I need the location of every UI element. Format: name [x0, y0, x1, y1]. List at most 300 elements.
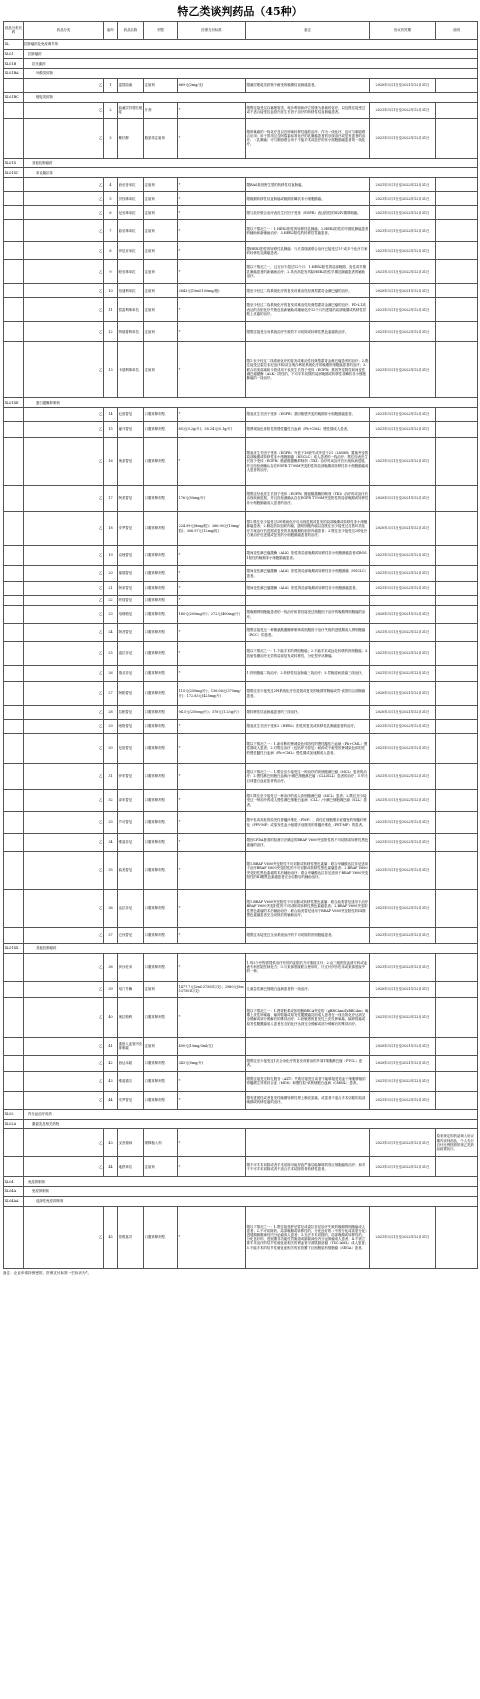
cell-no: 20: [104, 566, 118, 582]
cell-note: 限中危或高危的原发性骨髓纤维化（PMF）、真性红细胞增多症继发的骨髓纤维化（PPV-MF）或原发性血小板增多症继发的骨髓纤维化（PET-MF）的患者。: [246, 812, 370, 834]
cell-class: 乙: [24, 682, 104, 706]
table-row: [4, 422, 478, 438]
cell-price: *: [178, 438, 246, 486]
cell-form: 口服常释剂型: [144, 566, 178, 582]
cell-code: [4, 206, 24, 220]
cell-desc: [436, 78, 478, 92]
cell-price: *: [178, 192, 246, 206]
cell-note: 限以下情况之一：1.新诊断的费城染色体阳性的慢性髓性白血病（Ph+CML）慢性期成人患者；2.对既往治疗（包括伊马替尼）耐药或不耐受的费城染色体阳性的慢性髓性白血病（Ph+CML）慢性期或加速期成人患者。: [246, 734, 370, 764]
cell-price: *: [178, 642, 246, 666]
header-note: 备注: [246, 22, 370, 40]
cell-desc: [436, 102, 478, 118]
cell-code: [4, 834, 24, 852]
cell-class: 乙: [24, 582, 104, 596]
cell-code: [4, 512, 24, 546]
cell-term: 2021年3月1日至2022年12月31日: [370, 178, 436, 192]
cell-desc: [436, 997, 478, 1037]
cell-code: [4, 260, 24, 284]
table-row: [4, 342, 478, 398]
cell-name: 帕妥珠单抗: [118, 260, 144, 284]
cell-note: 限既往至少接受过2种系统化疗后进展或复发的晚期胃腺癌或胃-食管结合部腺癌患者。: [246, 682, 370, 706]
table-row: [4, 1206, 478, 1268]
cell-note: 限有进展性或者复发性晚期转移性肾上腺皮质癌、或患者不适合手术切除的局部晚期或转移性癌的治疗。: [246, 1091, 370, 1109]
category-row: [4, 49, 478, 59]
category-row: [4, 1119, 478, 1129]
cell-term: 2021年3月1日至2022年12月31日: [370, 546, 436, 566]
cell-no: 2: [104, 102, 118, 118]
cell-note: 限以下情况之一：1.携带胚系或体细胞BRCA突变的（gBRCAm或sBRCAm）晚期上皮性卵巢癌、输卵管癌或原发性腹膜癌初治成人患者在一线含铂化疗达到完全缓解或部分缓解后的维持治疗；2.铂敏感的复发性上皮性卵巢癌、输卵管癌或原发性腹膜癌成人患者在含铂化疗达到完全缓解或部分缓解后的维持治疗。: [246, 997, 370, 1037]
cell-note: 儿童急性淋巴细胞白血病患者的一线治疗。: [246, 981, 370, 997]
cell-code: [4, 178, 24, 192]
page-title: 特乙类谈判药品（45种）: [177, 5, 303, 18]
cell-class: 乙: [24, 1157, 104, 1177]
cell-code: [4, 852, 24, 890]
table-row: [4, 1037, 478, 1055]
cell-form: 口服常释剂型: [144, 764, 178, 790]
cell-class: 乙: [24, 624, 104, 642]
cell-no: 7: [104, 220, 118, 242]
cell-name: 信迪利单抗: [118, 284, 144, 298]
cell-class: 其他抗肿瘤药: [24, 158, 478, 168]
cell-class: 乙: [24, 566, 104, 582]
cell-form: 口服常释剂型: [144, 852, 178, 890]
cell-term: 2021年3月1日至2022年12月31日: [370, 666, 436, 682]
table-row: [4, 624, 478, 642]
table-row: [4, 1055, 478, 1071]
cell-class: 乙: [24, 1206, 104, 1268]
cell-name: 维莫非尼: [118, 834, 144, 852]
cell-class: 乙: [24, 928, 104, 944]
cell-desc: [436, 206, 478, 220]
cell-desc: [436, 284, 478, 298]
cell-form: 口服常释剂型: [144, 596, 178, 606]
cell-code: [4, 624, 24, 642]
cell-name: 仑伐替尼: [118, 928, 144, 944]
cell-name: 塞瑞替尼: [118, 566, 144, 582]
cell-no: 36: [104, 890, 118, 928]
table-row: [4, 666, 478, 682]
cell-form: 注射剂: [144, 981, 178, 997]
table-row: [4, 706, 478, 720]
cell-code: [4, 1055, 24, 1071]
cell-form: 口服常释剂型: [144, 486, 178, 512]
cell-class: 乙: [24, 438, 104, 486]
cell-no: 8: [104, 242, 118, 260]
table-row: [4, 1091, 478, 1109]
cell-desc: [436, 953, 478, 981]
cell-class: 乙: [24, 118, 104, 158]
cell-code: [4, 486, 24, 512]
cell-name: 贝伐珠单抗: [118, 192, 144, 206]
cell-price: 176元(55mg/片): [178, 486, 246, 512]
cell-class: 乙: [24, 260, 104, 284]
cell-no: 4: [104, 178, 118, 192]
cell-term: 2021年3月1日至2022年12月31日: [370, 1071, 436, 1091]
cell-no: 39: [104, 981, 118, 997]
header-term: 协议有效期: [370, 22, 436, 40]
cell-price: 224.99元(8mg/粒)；266.90元(10mg/粒)；306.97元(12mg/粒): [178, 512, 246, 546]
cell-code: [4, 408, 24, 422]
cell-term: 2021年3月1日至2022年12月31日: [370, 790, 436, 812]
cell-term: 2021年3月1日至2022年12月31日: [370, 342, 436, 398]
table-row: [4, 178, 478, 192]
cell-term: 2020年3月1日至2021年12月31日: [370, 512, 436, 546]
cell-desc: [436, 890, 478, 928]
table-row: [4, 192, 478, 206]
cell-form: 口服常释剂型: [144, 953, 178, 981]
cell-price: *: [178, 1157, 246, 1177]
cell-no: 23: [104, 606, 118, 624]
cell-price: *: [178, 342, 246, 398]
cell-code: [4, 78, 24, 92]
cell-code: XL01XC: [4, 168, 24, 178]
cell-form: 口服常释剂型: [144, 1055, 178, 1071]
cell-price: *: [178, 790, 246, 812]
cell-class: 乙: [24, 981, 104, 997]
category-row: [4, 1177, 478, 1187]
cell-term: 2021年3月1日至2022年12月31日: [370, 422, 436, 438]
cell-note: 限转移性结直肠癌患者的三线治疗。: [246, 706, 370, 720]
cell-desc: [436, 298, 478, 322]
cell-note: 限晚期转移性结直肠癌或晚期非鳞状非小细胞肺癌。: [246, 192, 370, 206]
cell-no: 19: [104, 546, 118, 566]
cell-class: 乙: [24, 666, 104, 682]
table-row: [4, 1157, 478, 1177]
table-row: [4, 852, 478, 890]
cell-term: 2020年3月1日至2021年12月31日: [370, 1055, 436, 1071]
cell-no: 44: [104, 1157, 118, 1177]
cell-desc: [436, 546, 478, 566]
cell-code: [4, 606, 24, 624]
cell-note: 限间变性淋巴瘤激酶（ALK）阳性的局部晚期或转移性非小细胞肺癌患者或ROS1阳性的晚期非小细胞肺癌患者。: [246, 546, 370, 566]
cell-price: *: [178, 997, 246, 1037]
cell-note: 限RAS基因野生型的转移性结直肠癌。: [246, 178, 370, 192]
cell-class: 乙: [24, 102, 104, 118]
cell-no: 1: [104, 78, 118, 92]
cell-term: 2020年3月1日至2021年12月31日: [370, 78, 436, 92]
cell-note: 限费城染色体阳性的慢性髓性白血病（Ph+CML）慢性期成人患者。: [246, 422, 370, 438]
cell-name: 替雷利珠单抗: [118, 298, 144, 322]
table-row: [4, 997, 478, 1037]
table-row: [4, 890, 478, 928]
cell-code: XL: [4, 39, 24, 49]
cell-form: 脂质体注射剂: [144, 118, 178, 158]
cell-price: 115元(250mg/片)；136.06元(375mg/片)；172.83元(425mg/片): [178, 682, 246, 706]
cell-desc: [436, 322, 478, 342]
cell-class: 乙: [24, 78, 104, 92]
cell-name: 尼妥珠单抗: [118, 206, 144, 220]
cell-term: 2021年3月1日至2022年12月31日: [370, 438, 436, 486]
cell-no: 24: [104, 624, 118, 642]
cell-term: 2021年3月1日至2022年12月31日: [370, 118, 436, 158]
cell-form: 注射剂: [144, 78, 178, 92]
cell-code: [4, 997, 24, 1037]
cell-desc: [436, 812, 478, 834]
cell-code: [4, 438, 24, 486]
cell-price: *: [178, 546, 246, 566]
cell-desc: [436, 1157, 478, 1177]
cell-desc: [436, 566, 478, 582]
cell-code: [4, 582, 24, 596]
cell-price: *: [178, 812, 246, 834]
table-row: [4, 322, 478, 342]
cell-form: 注射剂: [144, 220, 178, 242]
cell-name: 戈舍瑞林: [118, 1129, 144, 1157]
cell-desc: [436, 1037, 478, 1055]
cell-form: 注射剂: [144, 260, 178, 284]
cell-code: [4, 220, 24, 242]
cell-desc: [436, 852, 478, 890]
cell-class: 蛋白激酶抑制剂: [24, 398, 478, 408]
cell-desc: [436, 682, 478, 706]
cell-name: 卡瑞利珠单抗: [118, 342, 144, 398]
cell-no: 35: [104, 852, 118, 890]
cell-no: 34: [104, 834, 118, 852]
cell-term: 2021年3月1日至2022年12月31日: [370, 220, 436, 242]
cell-code: [4, 790, 24, 812]
cell-no: 27: [104, 682, 118, 706]
cell-price: *: [178, 1129, 246, 1157]
cell-class: 乙: [24, 596, 104, 606]
cell-desc: [436, 928, 478, 944]
cell-price: *: [178, 852, 246, 890]
cell-term: 2021年3月1日至2022年12月31日: [370, 408, 436, 422]
cell-class: 乙: [24, 342, 104, 398]
cell-term: 2021年3月1日至2022年12月31日: [370, 582, 436, 596]
cell-code: XL01BA: [4, 69, 24, 79]
cell-class: 选择性免疫抑制剂: [24, 1196, 478, 1206]
cell-term: 2021年3月1日至2022年12月31日: [370, 566, 436, 582]
cell-code: [4, 1037, 24, 1055]
drug-table: [3, 21, 478, 1269]
cell-no: 43: [104, 1071, 118, 1091]
cell-price: *: [178, 118, 246, 158]
cell-price: *: [178, 260, 246, 284]
cell-class: 乙: [24, 706, 104, 720]
cell-term: 2021年3月1日至2022年12月31日: [370, 890, 436, 928]
cell-class: 叶酸类似物: [24, 69, 478, 79]
table-row: [4, 102, 478, 118]
cell-code: XL01XE: [4, 398, 24, 408]
cell-form: 口服常释剂型: [144, 720, 178, 734]
cell-form: 片剂: [144, 102, 178, 118]
header-code: 药品分类代码: [4, 22, 24, 40]
cell-no: 18: [104, 512, 118, 546]
cell-code: XL02A: [4, 1119, 24, 1129]
cell-class: 乙: [24, 178, 104, 192]
cell-class: 乙: [24, 720, 104, 734]
cell-name: 伊布替尼: [118, 764, 144, 790]
cell-note: [246, 1037, 370, 1055]
cell-code: XL01XX: [4, 944, 24, 954]
cell-note: 限晚期肾细胞癌患者的一线治疗和曾经接受过细胞因子治疗的晚期肾细胞癌的治疗。: [246, 606, 370, 624]
table-row: [4, 298, 478, 322]
cell-code: XL01B: [4, 59, 24, 69]
cell-class: 乙: [24, 890, 104, 928]
cell-form: 口服常释剂型: [144, 666, 178, 682]
cell-class: 乙: [24, 764, 104, 790]
cell-class: 乙: [24, 220, 104, 242]
cell-class: 乙: [24, 953, 104, 981]
cell-price: *: [178, 582, 246, 596]
cell-note: 限1.既往至少接受过一种治疗的成人套细胞淋巴瘤（MCL）患者；2.既往至少接受过一种治疗的成人慢性淋巴细胞白血病（CLL）/小淋巴细胞淋巴瘤（SLL）患者。: [246, 790, 370, 812]
cell-note: 限以下情况之一：1.既往至少接受过一种治疗的套细胞淋巴瘤（MCL）患者的治疗；2.慢性淋巴细胞白血病/小淋巴细胞淋巴瘤（CLL/SLL）患者的治疗；3.华氏巨球蛋白血症患者的治疗。: [246, 764, 370, 790]
cell-name: 西达本胺: [118, 1055, 144, 1071]
cell-form: 口服常释剂型: [144, 812, 178, 834]
cell-code: [4, 706, 24, 720]
cell-form: 注射剂: [144, 1157, 178, 1177]
table-row: [4, 242, 478, 260]
cell-class: 乙: [24, 997, 104, 1037]
cell-note: 限1.既往至少接受过2种系统化疗后出现进展或复发的局部晚期或转移性非小细胞肺癌患者；2.腺泡状软组织肉瘤、透明细胞肉瘤以及既往至少接受过含蒽环类化疗方案治疗后进展或复发的其他晚期软组织肉瘤患者；3.既往至少接受过2种化疗方案治疗后进展或复发的小细胞肺癌患者的治疗。: [246, 512, 370, 546]
cell-name: 氟马替尼: [118, 422, 144, 438]
header-no: 编号: [104, 22, 118, 40]
cell-no: 9: [104, 260, 118, 284]
cell-code: XL04A: [4, 1187, 24, 1197]
cell-class: 乙: [24, 422, 104, 438]
cell-note: 限间变性淋巴瘤激酶（ALK）阳性的局部晚期或转移性非小细胞肺癌患者。: [246, 582, 370, 596]
cell-note: 限既往接受过一种酪氨酸激酶抑制剂或细胞因子治疗失败的进展期成人肾细胞癌（RCC）的患者。: [246, 624, 370, 642]
cell-name: 安罗替尼: [118, 512, 144, 546]
table-row: [4, 260, 478, 284]
cell-note: 限以下情况之一：1.既往接受舒尼替尼或索拉非尼治疗失败的晚期肾细胞癌成人患者；2.不可切除的、局部晚期或转移性的、分化良好的（中度分化或高度分化）进展期胰腺神经内分泌瘤成人患者；3.无法手术切除的、局部晚期或转移性的、分化良好的、进展期非功能性胃肠道或肺源神经内分泌肿瘤成人患者；4.不需立即手术治疗的结节性硬化症相关的肾血管平滑肌脂肪瘤（TSC-AML）成人患者；5.不能手术的结节性硬化症相关的室管膜下巨细胞星形细胞瘤（SEGA）患者。: [246, 1206, 370, 1268]
cell-name: 培唑帕尼: [118, 606, 144, 624]
cell-form: 口服常释剂型: [144, 1071, 178, 1091]
category-row: [4, 1109, 478, 1119]
cell-no: 13: [104, 342, 118, 398]
cell-no: 45: [104, 1206, 118, 1268]
cell-term: 2020年3月1日至2021年12月31日: [370, 682, 436, 706]
cell-note: 限氟尿嘧啶类药物不耐受的晚期结直肠癌患者。: [246, 78, 370, 92]
table-row: [4, 981, 478, 997]
cell-term: [370, 596, 436, 606]
cell-name: 依维莫司: [118, 1206, 144, 1268]
cell-form: 口服常释剂型: [144, 997, 178, 1037]
cell-desc: 原来规定的药品调入协议期内谈判药品，个人先行自付比例按照常规乙类药品政策执行。: [436, 1129, 478, 1157]
category-row: [4, 59, 478, 69]
cell-name: 吡咯替尼: [118, 720, 144, 734]
cell-term: 2020年3月1日至2021年12月31日: [370, 1037, 436, 1055]
cell-form: 口服常释剂型: [144, 438, 178, 486]
cell-no: 25: [104, 642, 118, 666]
cell-price: *: [178, 1071, 246, 1091]
cell-desc: [436, 596, 478, 606]
cell-name: 曲美替尼: [118, 852, 144, 890]
cell-price: *: [178, 928, 246, 944]
cell-code: [4, 284, 24, 298]
table-row: [4, 928, 478, 944]
cell-price: *: [178, 834, 246, 852]
cell-term: 2021年3月1日至2022年12月31日: [370, 260, 436, 284]
cell-no: 40: [104, 997, 118, 1037]
cell-term: 2021年3月1日至2022年12月31日: [370, 322, 436, 342]
cell-class: 乙: [24, 734, 104, 764]
cell-desc: [436, 642, 478, 666]
cell-note: 限以下情况之一，且支付不超过12个月：1.HER2阳性的局部晚期、炎性或早期乳腺癌患者的新辅助治疗；2.具有高复发风险HER2阳性早期乳腺癌患者的辅助治疗。: [246, 260, 370, 284]
cell-note: 限既往接受过以氟嘧啶类、奥沙利铂和伊立替康为基础的化疗，以及既往接受过或不适合接受抗血管内皮生长因子治疗的转移性结直肠癌患者。: [246, 102, 370, 118]
cell-form: 口服常释剂型: [144, 706, 178, 720]
cell-price: *: [178, 624, 246, 642]
cell-code: [4, 102, 24, 118]
cell-form: 口服常释剂型: [144, 734, 178, 764]
cell-form: 注射剂: [144, 178, 178, 192]
cell-note: 限既往经表皮生长因子受体（EGFR）酪氨酸激酶抑制剂（TKI）治疗时或治疗后出现疾病进展，并且经检测确认存在EGFR T790M突变阳性的局部晚期或转移性非小细胞肺癌成人患者的治疗。: [246, 486, 370, 512]
cell-price: *: [178, 102, 246, 118]
cell-desc: [436, 834, 478, 852]
cell-form: 注射剂: [144, 298, 178, 322]
cell-note: 1.肝细胞癌二线治疗；2.转移性结直肠癌三线治疗；3.胃肠道间质瘤三线治疗。: [246, 666, 370, 682]
table-row: [4, 206, 478, 220]
cell-code: XL04AA: [4, 1196, 24, 1206]
cell-no: 5: [104, 192, 118, 206]
cell-name: 尼洛替尼: [118, 734, 144, 764]
cell-code: [4, 642, 24, 666]
cell-no: 16: [104, 438, 118, 486]
table-row: [4, 642, 478, 666]
cell-price: 65元(0.2g/片)；38.24元(0.1g/片): [178, 422, 246, 438]
cell-desc: [436, 178, 478, 192]
cell-desc: [436, 790, 478, 812]
category-row: [4, 1187, 478, 1197]
cell-form: 口服常释剂型: [144, 682, 178, 706]
cell-desc: [436, 764, 478, 790]
cell-no: 15: [104, 422, 118, 438]
cell-price: *: [178, 322, 246, 342]
cell-price: 1477.7元(2ml:3750IU/支)；2980元(5ml:3750IU/支): [178, 981, 246, 997]
cell-no: 44: [104, 1091, 118, 1109]
cell-term: 2021年3月1日至2022年12月31日: [370, 1206, 436, 1268]
table-row: [4, 720, 478, 734]
cell-name: 索拉非尼: [118, 642, 144, 666]
cell-form: 注射剂: [144, 1037, 178, 1055]
cell-desc: [436, 486, 478, 512]
cell-form: 口服常释剂型: [144, 1206, 178, 1268]
cell-class: 乙: [24, 408, 104, 422]
cell-no: 14: [104, 408, 118, 422]
cell-class: 乙: [24, 834, 104, 852]
cell-desc: [436, 624, 478, 642]
cell-price: *: [178, 666, 246, 682]
table-row: [4, 606, 478, 624]
cell-name: 曲氟尿苷替匹嘧啶: [118, 102, 144, 118]
cell-code: XL01X: [4, 158, 24, 168]
cell-code: XL01BC: [4, 92, 24, 102]
cell-desc: [436, 1091, 478, 1109]
table-row: [4, 734, 478, 764]
cell-class: 抗肿瘤药及免疫调节剂: [24, 39, 478, 49]
cell-code: [4, 1206, 24, 1268]
cell-code: [4, 192, 24, 206]
cell-term: 2020年3月1日至2021年12月31日: [370, 284, 436, 298]
footnote: 备注：企业申请持保密的，医保支付标准一栏标识为*。: [3, 1270, 92, 1275]
cell-note: 限间变性淋巴瘤激酶（ALK）阳性的局部晚期或转移性非小细胞肺癌（NSCLC）患者。: [246, 566, 370, 582]
cell-term: 2021年3月1日至2022年12月31日: [370, 764, 436, 790]
cell-name: 特瑞普利单抗: [118, 322, 144, 342]
cell-name: 紫杉醇: [118, 118, 144, 158]
cell-name: 奥希替尼: [118, 438, 144, 486]
cell-name: 瑞戈非尼: [118, 666, 144, 682]
cell-class: 乙: [24, 1055, 104, 1071]
table-row: [4, 953, 478, 981]
cell-name: 拉帕替尼: [118, 706, 144, 720]
cell-class: 乙: [24, 606, 104, 624]
table-header-row: [4, 22, 478, 40]
cell-desc: [436, 408, 478, 422]
cell-term: 2021年3月1日至2022年12月31日: [370, 928, 436, 944]
cell-price: *: [178, 764, 246, 790]
cell-desc: [436, 1206, 478, 1268]
cell-form: 注射剂: [144, 192, 178, 206]
